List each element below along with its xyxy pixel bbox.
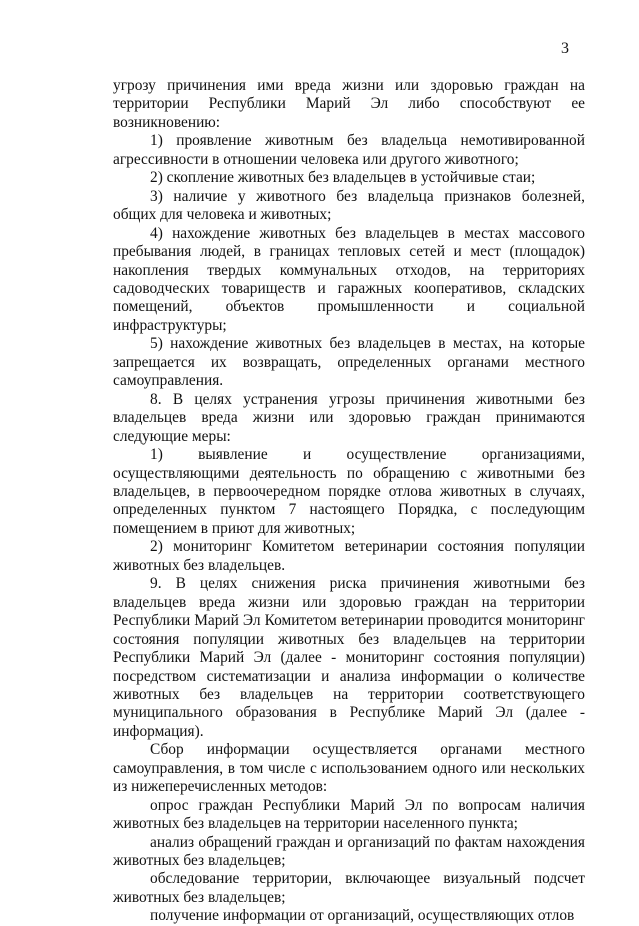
list-item-2: 2) скопление животных без владельцев в устойчивые стаи;: [150, 169, 536, 187]
document-body: [113, 77, 585, 926]
clause-8: 8. В целях устранения угрозы причинения животными без владельцев вреда жизни или здоровью граждан принимаются следующие меры:: [113, 390, 585, 445]
collection-paragraph: Сбор информации осуществляется органами местного самоуправления, в том числе с использованием одного или нескольких из нижеперечисленных методов:: [113, 741, 585, 796]
method-appeals-analysis: анализ обращений граждан и организаций по фактам нахождения животных без владельцев;: [113, 833, 585, 870]
list-item-1: 1) проявление животным без владельца немотивированной агрессивности в отношении человека или другого животного;: [113, 132, 585, 168]
list-item-4: 4) нахождение животных без владельцев в местах массового пребывания людей, в границах тепловых сетей и мест (площадок) накопления твердых коммунальных отходов, на территориях садоводческих товариществ и гаражных кооперативов, складских помещений, объектов промышленности и социальной инфраструктуры;: [113, 224, 585, 334]
list-item-5: 5) нахождение животных без владельцев в местах, на которые запрещается их возвращать, определенных органами местного самоуправления.: [113, 335, 585, 390]
clause-9: 9. В целях снижения риска причинения животными без владельцев вреда жизни или здоровью граждан на территории Республики Марий Эл Комитетом ветеринарии проводится мониторинг состояния популяции животных без владельцев на территории Республики Марий Эл (далее - мониторинг состояния популяции) посредством систематизации и анализа информации о количестве животных без владельцев на территории соответствующего муниципального образования в Республике Марий Эл (далее - информация).: [113, 575, 585, 740]
clause-8-item-2: 2) мониторинг Комитетом ветеринарии состояния популяции животных без владельцев.: [113, 538, 585, 574]
list-item-3: 3) наличие у животного без владельца признаков болезней, общих для человека и животных;: [113, 187, 585, 224]
method-inspection: обследование территории, включающее визуальный подсчет животных без владельцев;: [113, 870, 585, 906]
method-survey: опрос граждан Республики Марий Эл по вопросам наличия животных без владельцев на территории населенного пункта;: [113, 796, 585, 833]
page-number: 3: [561, 40, 569, 57]
clause-8-item-1: 1) выявление и осуществление организациями, осуществляющими деятельность по обращению с животными без владельцев, в первоочередном порядке отлова животных в случаях, определенных пунктом 7 настоящего Порядка, с последующим помещением в приют для животных;: [113, 446, 585, 537]
paragraph-continuation: угрозу причинения ими вреда жизни или здоровью граждан на территории Республики Марий Эл либо способствуют ее возникновению:: [113, 77, 585, 131]
method-organization-info: получение информации от организаций, осуществляющих отлов: [150, 907, 575, 925]
